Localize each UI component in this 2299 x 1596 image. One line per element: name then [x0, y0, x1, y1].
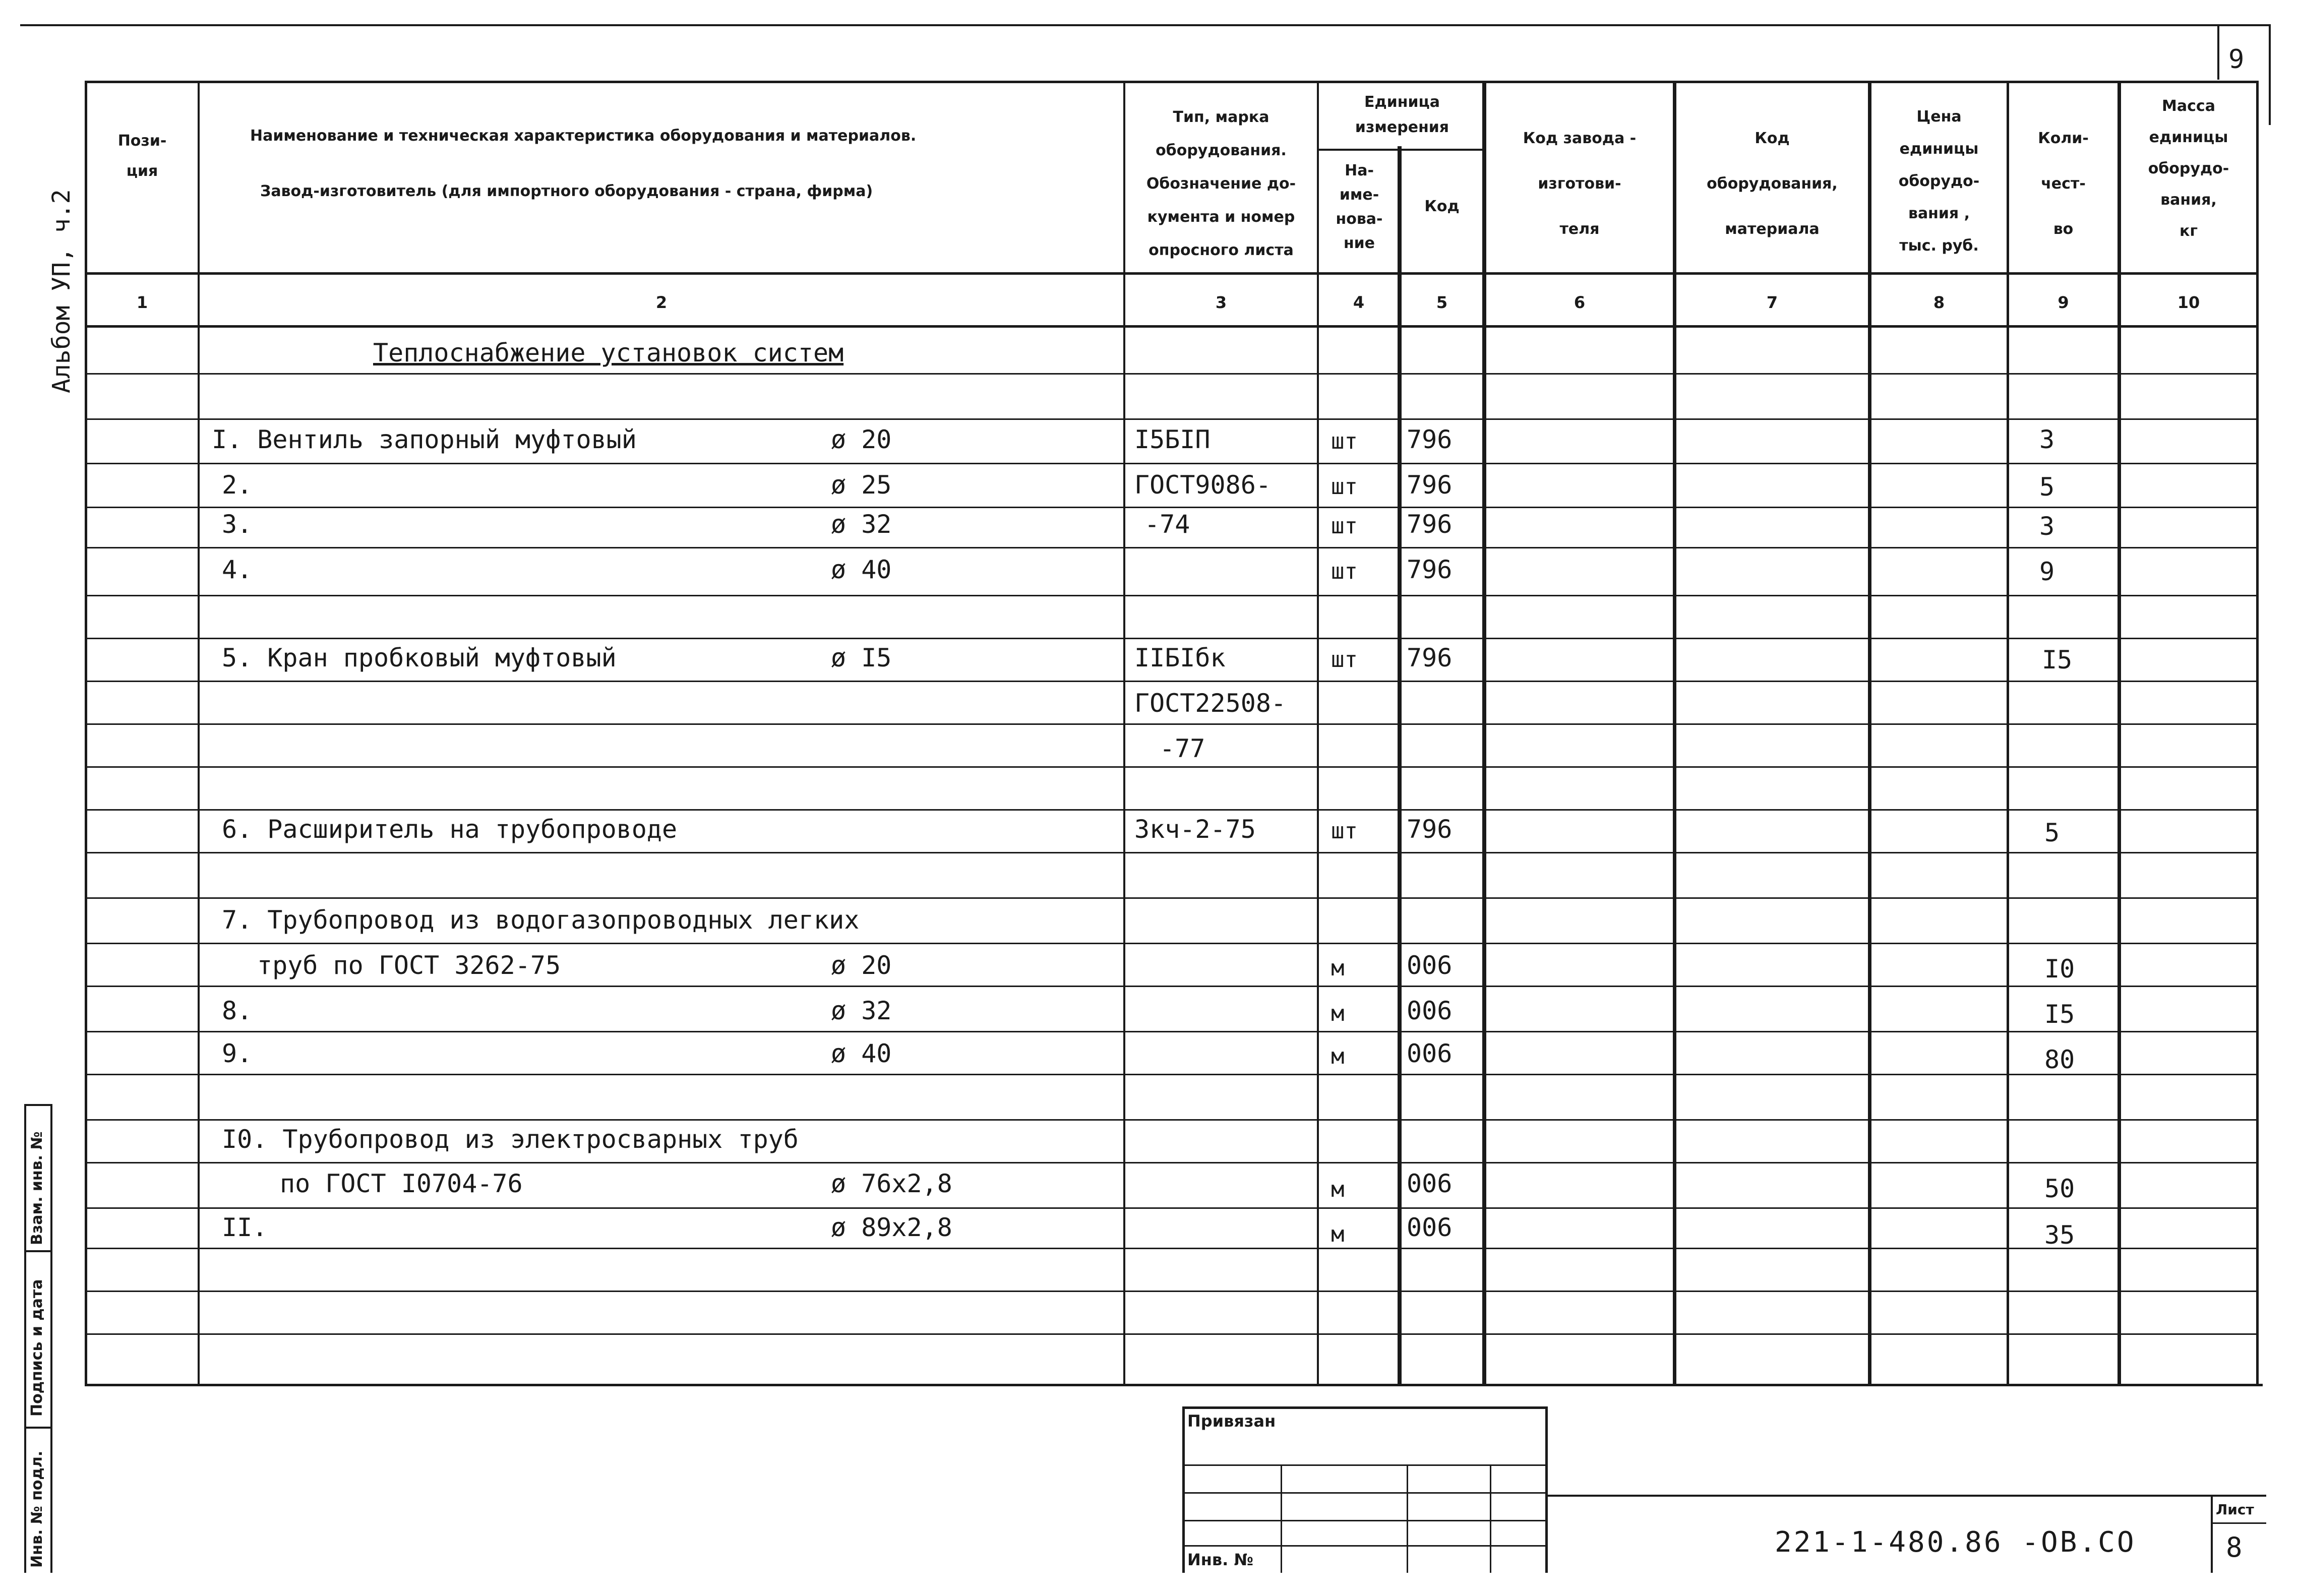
inv-no-label: Инв. №	[1187, 1550, 1253, 1569]
row-1-unit: шт	[1331, 428, 1358, 454]
row-5-unit: шт	[1331, 647, 1358, 672]
album-label: Альбом УП, ч.2	[47, 189, 76, 393]
header-unit-price: Цена единицы оборудо- вания , тыс. руб.	[1898, 108, 1980, 255]
row-11-dn: ø 89x2,8	[831, 1213, 952, 1242]
header-unit-code: Код	[1424, 198, 1460, 215]
row-3-type: -74	[1144, 510, 1190, 539]
header-mass: Масса единицы оборудо- вания, кг	[2148, 97, 2229, 240]
row-5c-type: -77	[1160, 734, 1205, 763]
sheet-top-number: 9	[2228, 44, 2245, 75]
colnum-6: 6	[1574, 293, 1586, 312]
row-10b-name: по ГОСТ I0704-76	[280, 1169, 523, 1198]
row-10b-dn: ø 76x2,8	[831, 1169, 952, 1198]
row-7b-qty: I0	[2044, 954, 2075, 984]
row-4-unit: шт	[1331, 559, 1358, 584]
colnum-4: 4	[1353, 293, 1365, 312]
row-4-dn: ø 40	[831, 555, 892, 584]
row-11-code: 006	[1407, 1213, 1453, 1242]
row-3-dn: ø 32	[831, 510, 892, 539]
stamp-vzam: Взам. инв. №	[28, 1131, 46, 1245]
row-2-name: 2.	[222, 470, 253, 500]
row-8-unit: м	[1331, 1001, 1345, 1026]
colnum-5: 5	[1436, 293, 1448, 312]
row-9-dn: ø 40	[831, 1039, 892, 1068]
doc-code: 221-1-480.86 -ОВ.СО	[1775, 1526, 2136, 1559]
privyazan-label: Привязан	[1187, 1411, 1276, 1431]
row-11-qty: 35	[2044, 1220, 2075, 1250]
row-6-type: 3кч-2-75	[1134, 815, 1256, 844]
row-3-code: 796	[1407, 510, 1453, 539]
colnum-2: 2	[655, 293, 668, 312]
row-5b-type: ГОСТ22508-	[1134, 689, 1287, 718]
row-5-code: 796	[1407, 643, 1453, 672]
row-5-type: IIБIбк	[1134, 643, 1226, 672]
row-8-code: 006	[1407, 996, 1453, 1025]
header-name-line1: Наименование и техническая характеристика оборудования и материалов.	[250, 127, 917, 145]
row-3-qty: 3	[2039, 512, 2055, 541]
row-5-name: 5. Кран пробковый муфтовый	[222, 643, 617, 672]
row-3-unit: шт	[1331, 513, 1358, 539]
row-5-dn: ø I5	[831, 643, 892, 672]
row-7b-name: труб по ГОСТ 3262-75	[257, 951, 561, 980]
header-name-line2: Завод-изготовитель (для импортного оборудования - страна, фирма)	[260, 182, 873, 200]
header-position: Пози- ция	[117, 132, 167, 180]
stamp-podpis: Подпись и дата	[28, 1279, 46, 1417]
row-6-name: 6. Расширитель на трубопроводе	[222, 815, 678, 844]
row-7-name: 7. Трубопровод из водогазопроводных легких	[222, 905, 860, 935]
header-quantity: Коли- чест- во	[2038, 130, 2089, 238]
colnum-3: 3	[1215, 293, 1227, 312]
row-10-name: I0. Трубопровод из электросварных труб	[222, 1125, 799, 1154]
row-6-code: 796	[1407, 815, 1453, 844]
row-2-code: 796	[1407, 470, 1453, 500]
row-5-qty: I5	[2042, 645, 2073, 674]
colnum-1: 1	[136, 293, 148, 312]
row-7b-code: 006	[1407, 951, 1453, 980]
row-8-dn: ø 32	[831, 996, 892, 1025]
header-unit-name: На- име- нова- ние	[1336, 162, 1383, 252]
header-unit-group: Единица измерения	[1355, 93, 1449, 136]
row-7b-dn: ø 20	[831, 951, 892, 980]
colnum-9: 9	[2058, 293, 2069, 312]
row-4-qty: 9	[2039, 557, 2055, 586]
row-2-type: ГОСТ9086-	[1134, 470, 1271, 500]
row-1-name: I. Вентиль запорный муфтовый	[212, 425, 637, 454]
header-equipment-code: Код оборудования, материала	[1707, 130, 1838, 238]
row-9-name: 9.	[222, 1039, 253, 1068]
row-10b-code: 006	[1407, 1169, 1453, 1198]
row-9-code: 006	[1407, 1039, 1453, 1068]
colnum-10: 10	[2177, 293, 2200, 312]
colnum-8: 8	[1933, 293, 1945, 312]
row-11-name: II.	[222, 1213, 268, 1242]
row-7b-unit: м	[1331, 955, 1345, 981]
row-2-unit: шт	[1331, 474, 1358, 500]
row-1-qty: 3	[2039, 425, 2055, 454]
list-label: Лист	[2216, 1501, 2254, 1518]
colnum-7: 7	[1766, 293, 1778, 312]
row-1-code: 796	[1407, 425, 1453, 454]
row-6-qty: 5	[2044, 818, 2060, 847]
list-number: 8	[2226, 1531, 2243, 1563]
row-10b-unit: м	[1331, 1177, 1345, 1202]
row-8-qty: I5	[2044, 1000, 2075, 1029]
row-9-qty: 80	[2044, 1045, 2075, 1074]
row-1-type: I5БIП	[1134, 425, 1211, 454]
header-type: Тип, марка оборудования. Обозначение до- кумента и номер опросного листа	[1146, 108, 1296, 259]
row-2-dn: ø 25	[831, 470, 892, 500]
row-1-dn: ø 20	[831, 425, 892, 454]
stamp-inv-podl: Инв. № подл.	[28, 1450, 46, 1568]
row-10b-qty: 50	[2044, 1174, 2075, 1203]
row-11-unit: м	[1331, 1221, 1345, 1247]
row-6-unit: шт	[1331, 818, 1358, 844]
row-3-name: 3.	[222, 510, 253, 539]
section-title: Теплоснабжение установок систем	[373, 338, 844, 367]
row-4-code: 796	[1407, 555, 1453, 584]
row-8-name: 8.	[222, 996, 253, 1025]
header-factory-code: Код завода - изготови- теля	[1523, 130, 1637, 238]
row-2-qty: 5	[2039, 472, 2055, 502]
row-4-name: 4.	[222, 555, 253, 584]
row-9-unit: м	[1331, 1043, 1345, 1069]
